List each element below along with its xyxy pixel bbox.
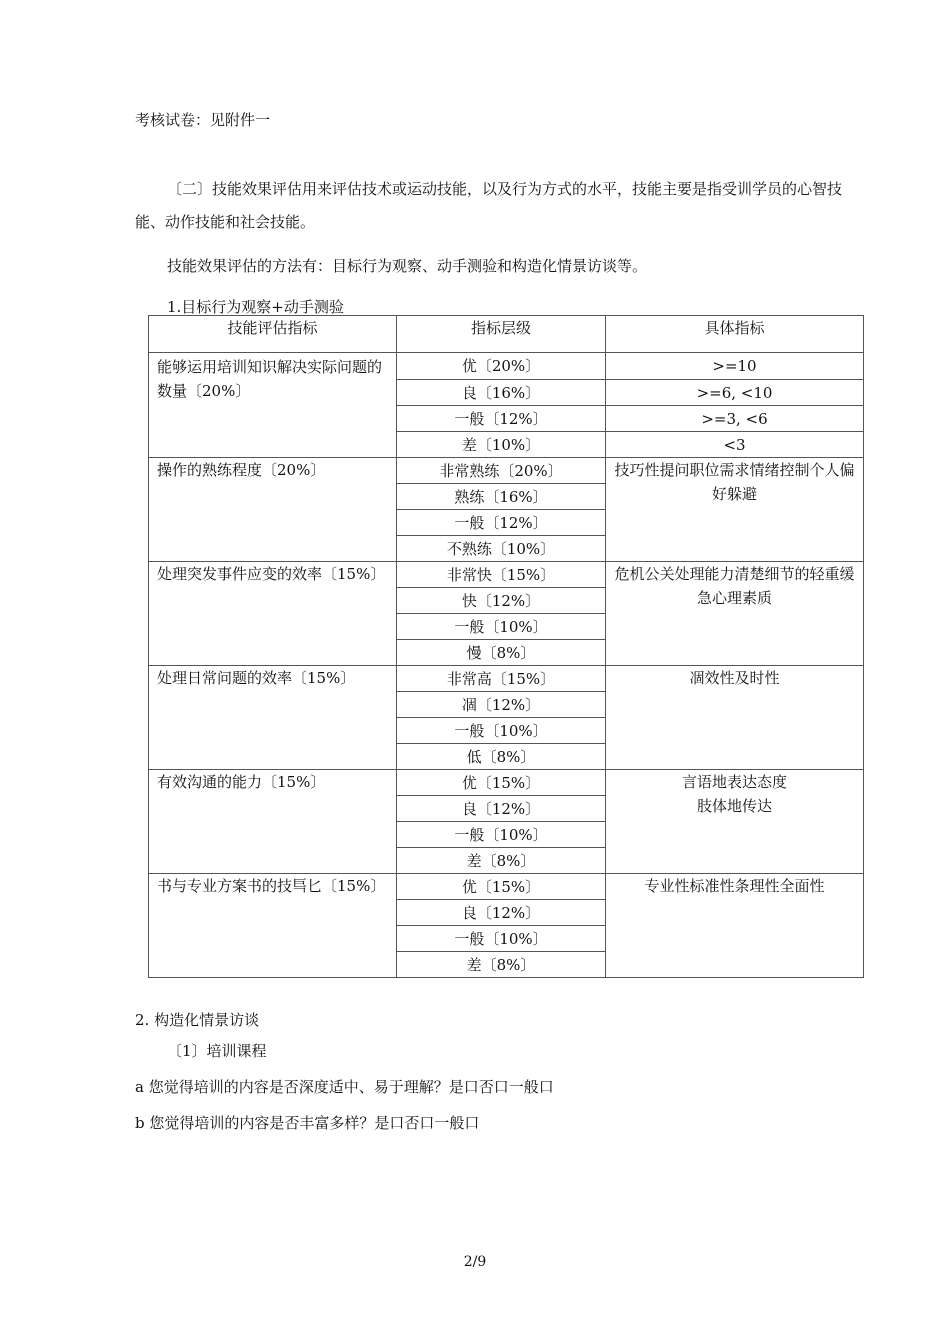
indicator-cell: 书与专业方案书的技巪匕〔15%〕 [149, 874, 397, 978]
level-cell: 良〔12%〕 [397, 796, 606, 822]
level-cell: 良〔16%〕 [397, 380, 606, 406]
table-row [149, 874, 864, 900]
detail-cell: <3 [606, 432, 864, 458]
level-cell: 快〔12%〕 [397, 588, 606, 614]
question-a: a 您觉得培训的内容是否深度适中、易于理解？是口否口一般口 [135, 1078, 554, 1096]
level-cell: 优〔15%〕 [397, 874, 606, 900]
detail-line: 言语地表达态度 [681, 773, 787, 791]
indicator-cell: 操作的熟练程度〔20%〕 [149, 458, 397, 562]
level-cell: 差〔8%〕 [397, 952, 606, 978]
detail-cell: 技巧性提问职位需求情绪控制个人偏好躲避 [606, 458, 864, 562]
level-cell: 一般〔12%〕 [397, 406, 606, 432]
detail-cell: >=3, <6 [606, 406, 864, 432]
level-cell: 非常高〔15%〕 [397, 666, 606, 692]
detail-cell: >=10 [606, 353, 864, 380]
indicator-cell: 处理突发事件应变的效率〔15%〕 [149, 562, 397, 666]
header-detail: 具体指标 [606, 316, 864, 353]
level-cell: 优〔15%〕 [397, 770, 606, 796]
level-cell: 低〔8%〕 [397, 744, 606, 770]
paragraph-skill-evaluation: 〔二〕技能效果评估用来评估技术或运动技能，以及行为方式的水平，技能主要是指受训学员的心智技能、动作技能和社会技能。 [135, 180, 843, 231]
table-title: 1.目标行为观察+动手测验 [167, 298, 344, 316]
detail-cell: 凅效性及时性 [606, 666, 864, 770]
header-indicator: 技能评估指标 [149, 316, 397, 353]
level-cell: 慢〔8%〕 [397, 640, 606, 666]
subsection-training-course: 〔1〕培训课程 [167, 1042, 267, 1060]
detail-cell: >=6, <10 [606, 380, 864, 406]
section2-title: 2. 构造化情景访谈 [135, 1011, 260, 1029]
question-b: b 您觉得培训的内容是否丰富多样？是口否口一般口 [135, 1114, 480, 1132]
indicator-cell: 能够运用培训知识解决实际问题的数量〔20%〕 [149, 353, 397, 458]
level-cell: 不熟练〔10%〕 [397, 536, 606, 562]
level-cell: 凅〔12%〕 [397, 692, 606, 718]
level-cell: 良〔12%〕 [397, 900, 606, 926]
detail-cell: 危机公关处理能力清楚细节的轻重缓急心理素质 [606, 562, 864, 666]
level-cell: 非常熟练〔20%〕 [397, 458, 606, 484]
level-cell: 优〔20%〕 [397, 353, 606, 380]
level-cell: 一般〔10%〕 [397, 614, 606, 640]
level-cell: 一般〔10%〕 [397, 926, 606, 952]
level-cell: 非常快〔15%〕 [397, 562, 606, 588]
table-row [149, 458, 864, 484]
page-number: 2/9 [463, 1254, 487, 1270]
header-level: 指标层级 [397, 316, 606, 353]
skill-evaluation-table [148, 315, 863, 983]
table-row [149, 562, 864, 588]
detail-cell [606, 770, 864, 874]
indicator-cell: 有效沟通的能力〔15%〕 [149, 770, 397, 874]
level-cell: 一般〔10%〕 [397, 822, 606, 848]
table-row [149, 353, 864, 380]
level-cell: 熟练〔16%〕 [397, 484, 606, 510]
paragraph-evaluation-methods: 技能效果评估的方法有：目标行为观察、动手测验和构造化情景访谈等。 [167, 257, 648, 275]
table-header-row [149, 316, 864, 353]
indicator-cell: 处理日常问题的效率〔15%〕 [149, 666, 397, 770]
level-cell: 一般〔10%〕 [397, 718, 606, 744]
level-cell: 差〔8%〕 [397, 848, 606, 874]
level-cell: 一般〔12%〕 [397, 510, 606, 536]
table-row [149, 770, 864, 796]
level-cell: 差〔10%〕 [397, 432, 606, 458]
exam-paper-line: 考核试卷：见附件一 [135, 111, 271, 129]
detail-cell: 专业性标准性条理性全面性 [606, 874, 864, 978]
table-row [149, 666, 864, 692]
detail-line: 肢体地传达 [696, 797, 772, 815]
